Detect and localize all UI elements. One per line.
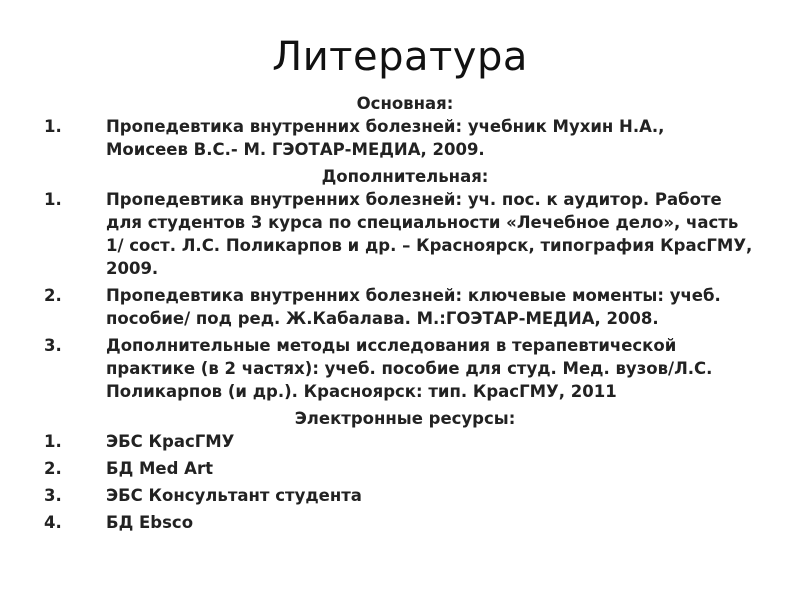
list-item: [40, 115, 760, 161]
list-item-number: 1.: [44, 432, 62, 451]
list-item-number: 2.: [44, 286, 62, 305]
text-line: для студентов 3 курса по специальности «Лечебное дело», часть: [106, 213, 739, 232]
list-item-text: [106, 115, 760, 161]
list-item-number: 2.: [44, 459, 62, 478]
list-item: [40, 334, 760, 403]
list-item-text: [106, 430, 760, 453]
list-item-number: 3.: [44, 486, 62, 505]
list-item-number: 1.: [44, 117, 62, 136]
list-item: [40, 484, 760, 507]
text-line: Моисеев В.С.- М. ГЭОТАР-МЕДИА, 2009.: [106, 140, 485, 159]
slide-title: Литература: [272, 34, 528, 80]
list-item: [40, 511, 760, 534]
text-line: БД Med Art: [106, 459, 213, 478]
text-line: 2009.: [106, 259, 159, 278]
text-line: Дополнительные методы исследования в терапевтической: [106, 336, 677, 355]
text-line: Поликарпов (и др.). Красноярск: тип. КрасГМУ, 2011: [106, 382, 617, 401]
list-item-text: [106, 484, 760, 507]
text-line: Пропедевтика внутренних болезней: ключевые моменты: учеб.: [106, 286, 721, 305]
text-line: БД Ebsco: [106, 513, 194, 532]
text-line: практике (в 2 частях): учеб. пособие для студ. Мед. вузов/Л.С.: [106, 359, 713, 378]
text-line: Пропедевтика внутренних болезней: учебник Мухин Н.А.,: [106, 117, 665, 136]
list-item-text: [106, 188, 760, 280]
text-line: Пропедевтика внутренних болезней: уч. пос. к аудитор. Работе: [106, 190, 722, 209]
list-item-text: [106, 511, 760, 534]
text-line: ЭБС Консультант студента: [106, 486, 362, 505]
text-line: 1/ сост. Л.С. Поликарпов и др. – Красноярск, типография КрасГМУ,: [106, 236, 753, 255]
list-item: [40, 188, 760, 280]
list-item-number: 4.: [44, 513, 62, 532]
list-item-text: [106, 334, 760, 403]
list-item: [40, 457, 760, 480]
reference-list: [40, 92, 760, 538]
list-item: [40, 284, 760, 330]
text-line: ЭБС КрасГМУ: [106, 432, 235, 451]
section-heading-additional: Дополнительная:: [321, 167, 489, 186]
list-item-text: [106, 457, 760, 480]
list-item-number: 3.: [44, 336, 62, 355]
list-item-text: [106, 284, 760, 330]
list-item: [40, 430, 760, 453]
section-heading-electronic: Электронные ресурсы:: [294, 409, 516, 428]
section-heading-main: Основная:: [356, 94, 454, 113]
text-line: пособие/ под ред. Ж.Кабалава. М.:ГОЭТАР-МЕДИА, 2008.: [106, 309, 659, 328]
list-item-number: 1.: [44, 190, 62, 209]
